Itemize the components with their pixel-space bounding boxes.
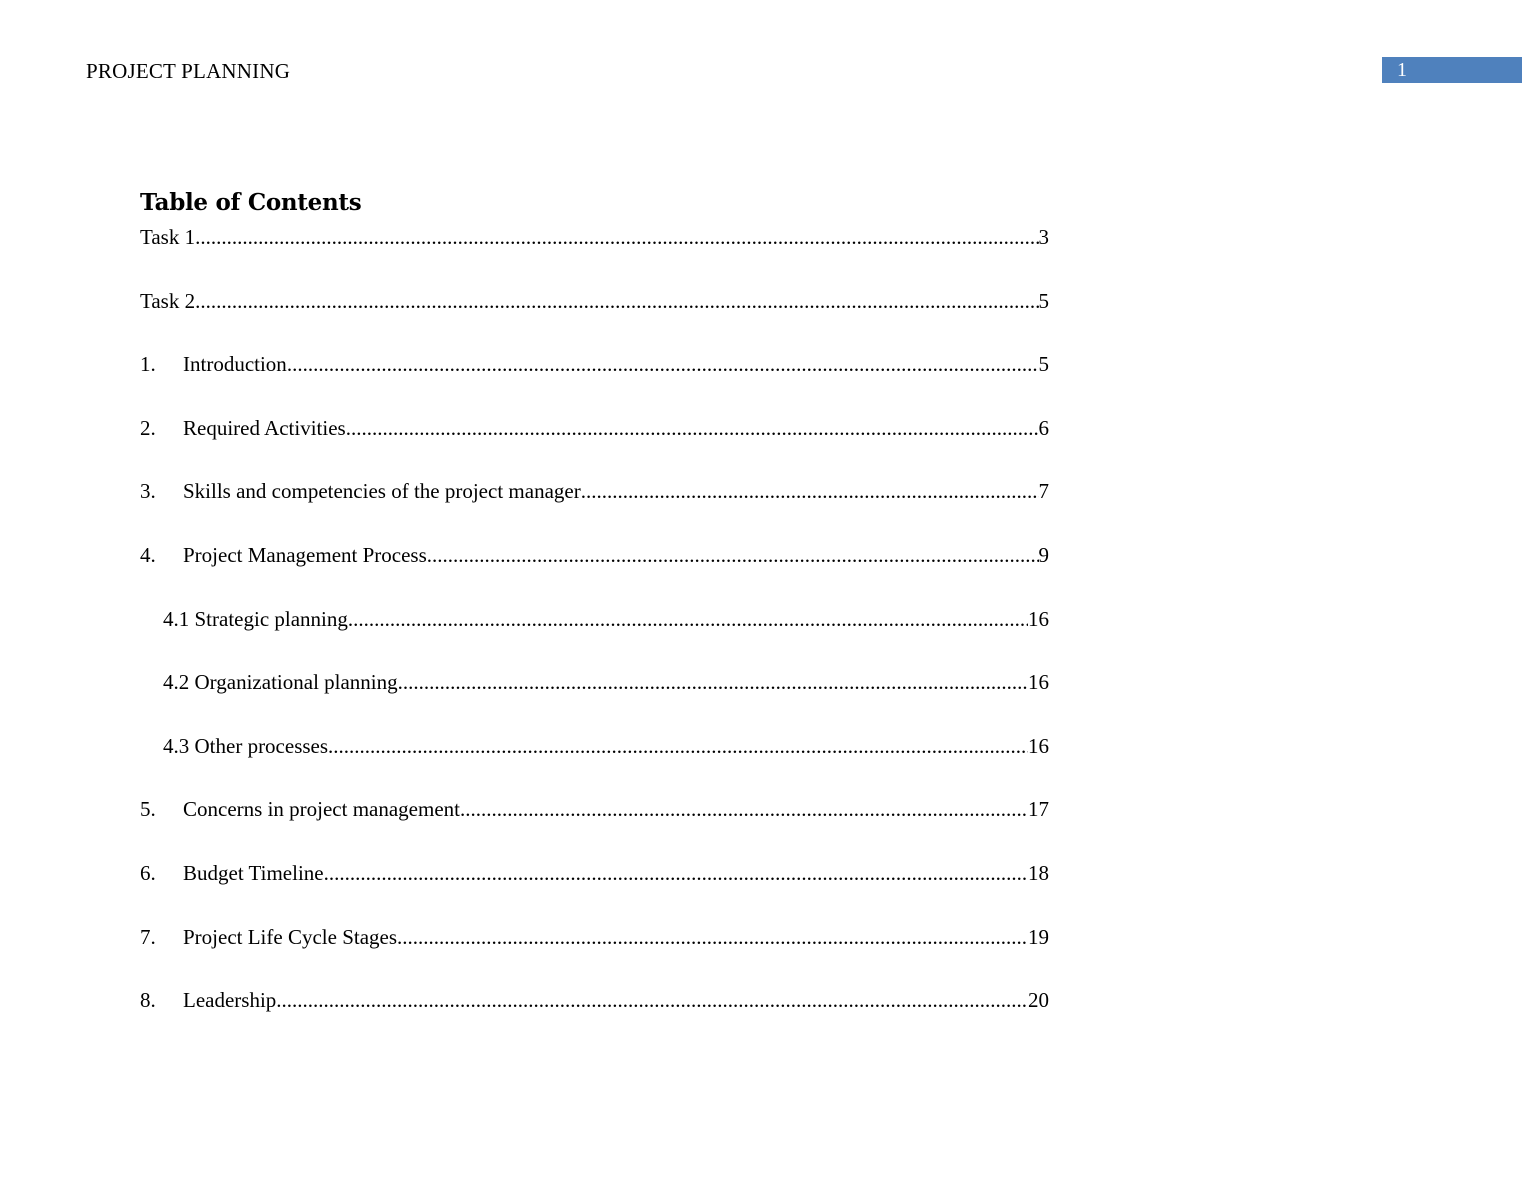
toc-dot-leader — [460, 795, 1028, 823]
toc-entry-label: 4.1 Strategic planning — [163, 606, 348, 631]
toc-entry-page: 16 — [1028, 733, 1049, 758]
toc-entry-number: 7. — [140, 924, 156, 949]
toc-entry-number: 6. — [140, 860, 156, 885]
toc-entry-other-processes[interactable] — [140, 732, 1049, 796]
toc-entry-label: Concerns in project management — [183, 797, 460, 822]
toc-entry-label: Budget Timeline — [183, 860, 324, 885]
toc-entry-label: Project Life Cycle Stages — [183, 924, 398, 949]
running-header-title: PROJECT PLANNING — [86, 59, 291, 83]
toc-entry-label: Project Management Process — [183, 542, 427, 567]
toc-dot-leader — [397, 923, 1028, 951]
toc-dot-leader — [195, 223, 1038, 251]
toc-dot-leader — [581, 477, 1039, 505]
toc-entry-number: 1. — [140, 352, 156, 377]
toc-entry-number: 2. — [140, 415, 156, 440]
page-number: 1 — [1397, 59, 1407, 81]
toc-entry-page: 17 — [1028, 797, 1049, 822]
toc-entry-page: 6 — [1038, 415, 1049, 440]
page-number-badge — [1382, 57, 1522, 83]
toc-dot-leader — [346, 414, 1039, 442]
toc-entry-label: Skills and competencies of the project manager — [183, 479, 581, 504]
toc-entry-label: Task 1 — [140, 225, 196, 249]
toc-dot-leader — [324, 859, 1028, 887]
toc-entry-number: 8. — [140, 988, 156, 1013]
toc-entry-project-management-process[interactable] — [140, 541, 1049, 605]
toc-entry-number: 5. — [140, 797, 156, 822]
toc-dot-leader — [195, 287, 1038, 315]
toc-entry-label: Task 2 — [140, 288, 196, 313]
toc-entry-page: 20 — [1028, 988, 1049, 1013]
toc-entry-task-1[interactable] — [140, 223, 1049, 287]
toc-entry-number: 4. — [140, 542, 156, 567]
toc-entry-page: 16 — [1028, 606, 1049, 631]
toc-entry-page: 5 — [1038, 352, 1049, 377]
toc-entry-required-activities[interactable] — [140, 414, 1049, 478]
toc-entry-page: 19 — [1028, 924, 1049, 949]
toc-entry-concerns[interactable] — [140, 795, 1049, 859]
toc-entry-page: 7 — [1038, 479, 1049, 504]
toc-entry-label: Introduction — [183, 352, 287, 377]
toc-dot-leader — [276, 986, 1028, 1014]
table-of-contents — [140, 183, 1049, 1050]
toc-entry-budget-timeline[interactable] — [140, 859, 1049, 923]
toc-dot-leader — [427, 541, 1039, 569]
toc-entry-label: 4.3 Other processes — [163, 733, 329, 758]
toc-entry-life-cycle-stages[interactable] — [140, 923, 1049, 987]
toc-entry-page: 3 — [1038, 225, 1049, 249]
toc-entry-page: 18 — [1028, 860, 1049, 885]
toc-entry-leadership[interactable] — [140, 986, 1049, 1050]
toc-dot-leader — [328, 732, 1028, 760]
toc-dot-leader — [348, 605, 1028, 633]
toc-dot-leader — [287, 350, 1039, 378]
toc-dot-leader — [398, 668, 1028, 696]
toc-entry-number: 3. — [140, 479, 156, 504]
toc-entry-label: 4.2 Organizational planning — [163, 670, 398, 695]
toc-heading: Table of Contents — [140, 189, 362, 216]
toc-entry-introduction[interactable] — [140, 350, 1049, 414]
toc-entry-skills-and-competencies[interactable] — [140, 477, 1049, 541]
toc-entry-label: Required Activities — [183, 415, 346, 440]
toc-entry-page: 16 — [1028, 670, 1049, 695]
toc-entry-page: 9 — [1038, 542, 1049, 567]
toc-entry-page: 5 — [1038, 288, 1049, 313]
toc-entry-organizational-planning[interactable] — [140, 668, 1049, 732]
toc-entry-task-2[interactable] — [140, 287, 1049, 351]
toc-entry-label: Leadership — [183, 988, 277, 1013]
toc-entry-strategic-planning[interactable] — [140, 605, 1049, 669]
toc-list — [140, 223, 1049, 1050]
